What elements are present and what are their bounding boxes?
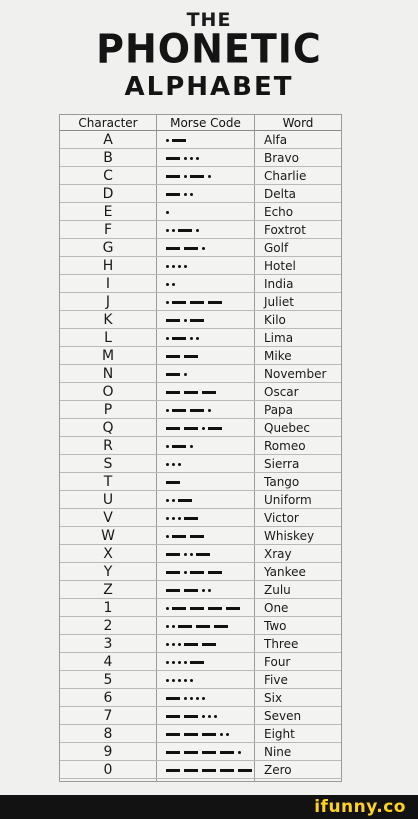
table-row — [60, 617, 341, 635]
morse-dash — [166, 193, 180, 196]
row-word: Four — [264, 655, 291, 669]
morse-dash — [166, 157, 180, 160]
row-character: G — [102, 240, 114, 256]
row-morse-code — [166, 725, 254, 743]
table-row — [60, 509, 341, 527]
morse-dot — [190, 697, 193, 700]
morse-dot — [208, 409, 211, 412]
row-morse-code — [166, 203, 254, 221]
row-word: India — [264, 277, 294, 291]
morse-dot — [178, 643, 181, 646]
morse-dash — [172, 535, 186, 538]
row-word: Papa — [264, 403, 294, 417]
morse-dash — [166, 751, 180, 754]
table-row — [60, 257, 341, 275]
row-character: 3 — [103, 636, 113, 652]
morse-dash — [190, 175, 204, 178]
row-word: Oscar — [264, 385, 299, 399]
morse-dot — [172, 499, 175, 502]
row-word: Six — [264, 691, 283, 705]
row-word: Victor — [264, 511, 299, 525]
row-morse-code — [166, 509, 254, 527]
table-row — [60, 743, 341, 761]
table-row — [60, 383, 341, 401]
row-word: Nine — [264, 745, 292, 759]
morse-dash — [184, 589, 198, 592]
row-morse-code — [166, 653, 254, 671]
morse-dot — [184, 679, 187, 682]
morse-dot — [178, 517, 181, 520]
table-row — [60, 221, 341, 239]
morse-dash — [184, 769, 198, 772]
table-row — [60, 293, 341, 311]
table-row — [60, 581, 341, 599]
morse-dot — [166, 517, 169, 520]
morse-dash — [190, 661, 204, 664]
morse-dot — [184, 571, 187, 574]
row-word: Kilo — [264, 313, 286, 327]
morse-dash — [208, 301, 222, 304]
row-word: Delta — [264, 187, 297, 201]
row-character: N — [102, 366, 114, 382]
morse-dash — [184, 391, 198, 394]
table-row — [60, 149, 341, 167]
morse-dot — [202, 427, 205, 430]
morse-dash — [166, 697, 180, 700]
morse-dash — [166, 553, 180, 556]
table-row — [60, 599, 341, 617]
row-morse-code — [166, 365, 254, 383]
morse-dash — [184, 355, 198, 358]
row-morse-code — [166, 599, 254, 617]
row-morse-code — [166, 275, 254, 293]
table-row — [60, 545, 341, 563]
row-morse-code — [166, 527, 254, 545]
title-line-3: ALPHABET — [124, 72, 294, 102]
morse-dot — [238, 751, 241, 754]
morse-dot — [166, 301, 169, 304]
row-morse-code — [166, 743, 254, 761]
morse-dot — [220, 733, 223, 736]
row-morse-code — [166, 545, 254, 563]
table-row — [60, 185, 341, 203]
morse-dot — [184, 265, 187, 268]
title-line-1: THE — [186, 9, 232, 31]
morse-dot — [166, 211, 169, 214]
morse-dash — [190, 535, 204, 538]
row-morse-code — [166, 473, 254, 491]
row-morse-code — [166, 419, 254, 437]
row-word: Quebec — [264, 421, 311, 435]
table-row — [60, 473, 341, 491]
table-row — [60, 329, 341, 347]
row-morse-code — [166, 689, 254, 707]
row-character: X — [103, 546, 113, 562]
morse-dash — [184, 247, 198, 250]
morse-dash — [172, 445, 186, 448]
row-character: 6 — [103, 690, 113, 706]
morse-dash — [178, 229, 192, 232]
morse-dot — [190, 193, 193, 196]
morse-dot — [166, 499, 169, 502]
morse-dot — [214, 715, 217, 718]
morse-dot — [172, 463, 175, 466]
row-word: Eight — [264, 727, 295, 741]
morse-dot — [166, 463, 169, 466]
row-character: C — [103, 168, 113, 184]
morse-dot — [184, 697, 187, 700]
row-word: Romeo — [264, 439, 306, 453]
morse-dash — [172, 607, 186, 610]
row-word: Juliet — [264, 295, 294, 309]
morse-dash — [196, 553, 210, 556]
morse-dash — [202, 391, 216, 394]
row-character: K — [103, 312, 113, 328]
morse-dash — [208, 607, 222, 610]
ifunny-watermark: ifunny.co — [314, 797, 406, 817]
row-word: Whiskey — [264, 529, 315, 543]
table-row — [60, 725, 341, 743]
morse-dot — [166, 445, 169, 448]
morse-dot — [196, 337, 199, 340]
row-character: 8 — [103, 726, 113, 742]
row-word: Charlie — [264, 169, 307, 183]
morse-dash — [190, 607, 204, 610]
row-morse-code — [166, 239, 254, 257]
table-row — [60, 347, 341, 365]
morse-dot — [190, 157, 193, 160]
row-character: B — [103, 150, 113, 166]
morse-dash — [202, 751, 216, 754]
morse-dash — [226, 607, 240, 610]
morse-dash — [184, 427, 198, 430]
row-word: Five — [264, 673, 288, 687]
row-word: Three — [264, 637, 299, 651]
morse-dash — [184, 517, 198, 520]
morse-dash — [184, 715, 198, 718]
row-character: R — [103, 438, 113, 454]
morse-dot — [202, 697, 205, 700]
row-character: M — [101, 348, 115, 364]
row-morse-code — [166, 329, 254, 347]
morse-dash — [220, 751, 234, 754]
morse-dash — [214, 625, 228, 628]
row-morse-code — [166, 221, 254, 239]
morse-dash — [190, 571, 204, 574]
morse-dash — [202, 643, 216, 646]
morse-dot — [208, 715, 211, 718]
morse-dot — [178, 661, 181, 664]
morse-dash — [166, 175, 180, 178]
row-morse-code — [166, 257, 254, 275]
row-word: Zero — [264, 763, 292, 777]
morse-dot — [190, 445, 193, 448]
morse-dot — [172, 679, 175, 682]
morse-dot — [196, 157, 199, 160]
row-word: Hotel — [264, 259, 296, 273]
table-row — [60, 707, 341, 725]
morse-dot — [208, 175, 211, 178]
table-row — [60, 275, 341, 293]
row-word: Uniform — [264, 493, 312, 507]
morse-dot — [166, 661, 169, 664]
morse-dot — [208, 589, 211, 592]
row-morse-code — [166, 437, 254, 455]
row-morse-code — [166, 707, 254, 725]
row-character: O — [102, 384, 114, 400]
table-row — [60, 365, 341, 383]
morse-dash — [178, 625, 192, 628]
row-word: Foxtrot — [264, 223, 306, 237]
morse-dash — [190, 301, 204, 304]
morse-dot — [184, 157, 187, 160]
table-row — [60, 635, 341, 653]
row-character: F — [103, 222, 113, 238]
row-morse-code — [166, 149, 254, 167]
morse-dot — [184, 319, 187, 322]
morse-dot — [184, 175, 187, 178]
row-word: Bravo — [264, 151, 299, 165]
morse-dash — [172, 409, 186, 412]
row-word: November — [264, 367, 327, 381]
morse-dash — [172, 139, 186, 142]
row-morse-code — [166, 455, 254, 473]
morse-dot — [166, 265, 169, 268]
row-character: 0 — [103, 762, 113, 778]
header-character: Character — [78, 116, 138, 130]
row-morse-code — [166, 581, 254, 599]
row-word: Golf — [264, 241, 289, 255]
row-character: S — [103, 456, 113, 472]
morse-dot — [166, 643, 169, 646]
row-character: U — [102, 492, 114, 508]
row-character: P — [103, 402, 113, 418]
morse-dot — [202, 589, 205, 592]
table-row — [60, 761, 341, 779]
morse-dash — [166, 589, 180, 592]
morse-dash — [172, 301, 186, 304]
row-word: Alfa — [264, 133, 288, 147]
row-morse-code — [166, 311, 254, 329]
morse-dash — [196, 625, 210, 628]
row-character: A — [103, 132, 113, 148]
row-character: 5 — [103, 672, 113, 688]
table-row — [60, 167, 341, 185]
row-morse-code — [166, 491, 254, 509]
header-word: Word — [282, 116, 314, 130]
morse-dot — [178, 265, 181, 268]
row-character: J — [105, 294, 111, 310]
row-word: Zulu — [264, 583, 291, 597]
row-morse-code — [166, 617, 254, 635]
title-line-2: PHONETIC — [96, 25, 322, 73]
table-row — [60, 401, 341, 419]
morse-dot — [190, 337, 193, 340]
morse-dot — [172, 517, 175, 520]
morse-dash — [166, 247, 180, 250]
morse-dash — [202, 733, 216, 736]
table-row — [60, 563, 341, 581]
row-morse-code — [166, 671, 254, 689]
morse-dash — [184, 733, 198, 736]
table-row — [60, 131, 341, 149]
morse-dot — [202, 247, 205, 250]
row-character: V — [103, 510, 113, 526]
morse-dash — [208, 427, 222, 430]
table-row — [60, 527, 341, 545]
row-character: D — [102, 186, 114, 202]
morse-dot — [166, 625, 169, 628]
morse-dot — [166, 139, 169, 142]
table-row — [60, 239, 341, 257]
row-character: 7 — [103, 708, 113, 724]
table-header-row — [60, 115, 341, 131]
footer-bar — [0, 795, 418, 819]
morse-dot — [178, 463, 181, 466]
morse-dot — [172, 283, 175, 286]
morse-dot — [184, 661, 187, 664]
row-character: T — [103, 474, 113, 490]
row-word: Echo — [264, 205, 294, 219]
morse-dot — [190, 679, 193, 682]
row-word: Seven — [264, 709, 302, 723]
row-word: Xray — [264, 547, 292, 561]
morse-dot — [172, 229, 175, 232]
morse-dot — [166, 535, 169, 538]
morse-dot — [184, 553, 187, 556]
table-row — [60, 671, 341, 689]
row-character: W — [101, 528, 115, 544]
morse-dot — [172, 265, 175, 268]
morse-dash — [220, 769, 234, 772]
morse-dash — [166, 355, 180, 358]
row-character: L — [104, 330, 112, 346]
morse-dot — [166, 679, 169, 682]
row-morse-code — [166, 635, 254, 653]
row-morse-code — [166, 131, 254, 149]
morse-dash — [166, 769, 180, 772]
row-character: E — [103, 204, 113, 220]
morse-dot — [196, 229, 199, 232]
row-character: 1 — [103, 600, 113, 616]
morse-dot — [172, 643, 175, 646]
morse-dot — [178, 679, 181, 682]
row-morse-code — [166, 167, 254, 185]
morse-dash — [166, 733, 180, 736]
row-morse-code — [166, 347, 254, 365]
row-character: H — [102, 258, 114, 274]
morse-dot — [184, 193, 187, 196]
morse-dash — [238, 769, 252, 772]
morse-dot — [166, 409, 169, 412]
morse-dash — [190, 409, 204, 412]
morse-dot — [226, 733, 229, 736]
morse-dash — [184, 643, 198, 646]
row-morse-code — [166, 185, 254, 203]
row-word: Sierra — [264, 457, 300, 471]
table-row — [60, 437, 341, 455]
row-word: One — [264, 601, 289, 615]
row-character: 4 — [103, 654, 113, 670]
morse-dash — [208, 571, 222, 574]
morse-dot — [172, 661, 175, 664]
morse-dot — [166, 607, 169, 610]
morse-dash — [184, 751, 198, 754]
phonetic-table — [59, 114, 342, 782]
table-row — [60, 311, 341, 329]
morse-dash — [166, 571, 180, 574]
morse-dash — [190, 319, 204, 322]
morse-dash — [166, 715, 180, 718]
morse-dash — [202, 769, 216, 772]
morse-dash — [166, 427, 180, 430]
table-row — [60, 455, 341, 473]
row-morse-code — [166, 401, 254, 419]
row-word: Tango — [264, 475, 300, 489]
poster-header — [0, 0, 418, 112]
row-morse-code — [166, 563, 254, 581]
table-row — [60, 689, 341, 707]
row-word: Lima — [264, 331, 294, 345]
morse-dash — [166, 319, 180, 322]
row-character: Z — [103, 582, 113, 598]
table-row — [60, 491, 341, 509]
morse-dot — [166, 229, 169, 232]
morse-dot — [166, 337, 169, 340]
row-word: Two — [264, 619, 287, 633]
morse-dot — [196, 697, 199, 700]
table-row — [60, 203, 341, 221]
row-morse-code — [166, 293, 254, 311]
morse-dot — [184, 373, 187, 376]
row-morse-code — [166, 761, 254, 779]
row-character: I — [105, 276, 111, 292]
row-character: Y — [103, 564, 113, 580]
morse-dash — [172, 337, 186, 340]
table-row — [60, 653, 341, 671]
morse-dot — [166, 283, 169, 286]
header-morse-code: Morse Code — [170, 116, 241, 130]
morse-dash — [166, 481, 180, 484]
morse-dash — [166, 373, 180, 376]
morse-dash — [178, 499, 192, 502]
row-character: 2 — [103, 618, 113, 634]
row-morse-code — [166, 383, 254, 401]
table-row — [60, 419, 341, 437]
row-character: Q — [102, 420, 114, 436]
morse-dot — [202, 715, 205, 718]
morse-dot — [172, 625, 175, 628]
row-word: Mike — [264, 349, 292, 363]
morse-dot — [190, 553, 193, 556]
morse-dash — [166, 391, 180, 394]
row-character: 9 — [103, 744, 113, 760]
row-word: Yankee — [264, 565, 306, 579]
